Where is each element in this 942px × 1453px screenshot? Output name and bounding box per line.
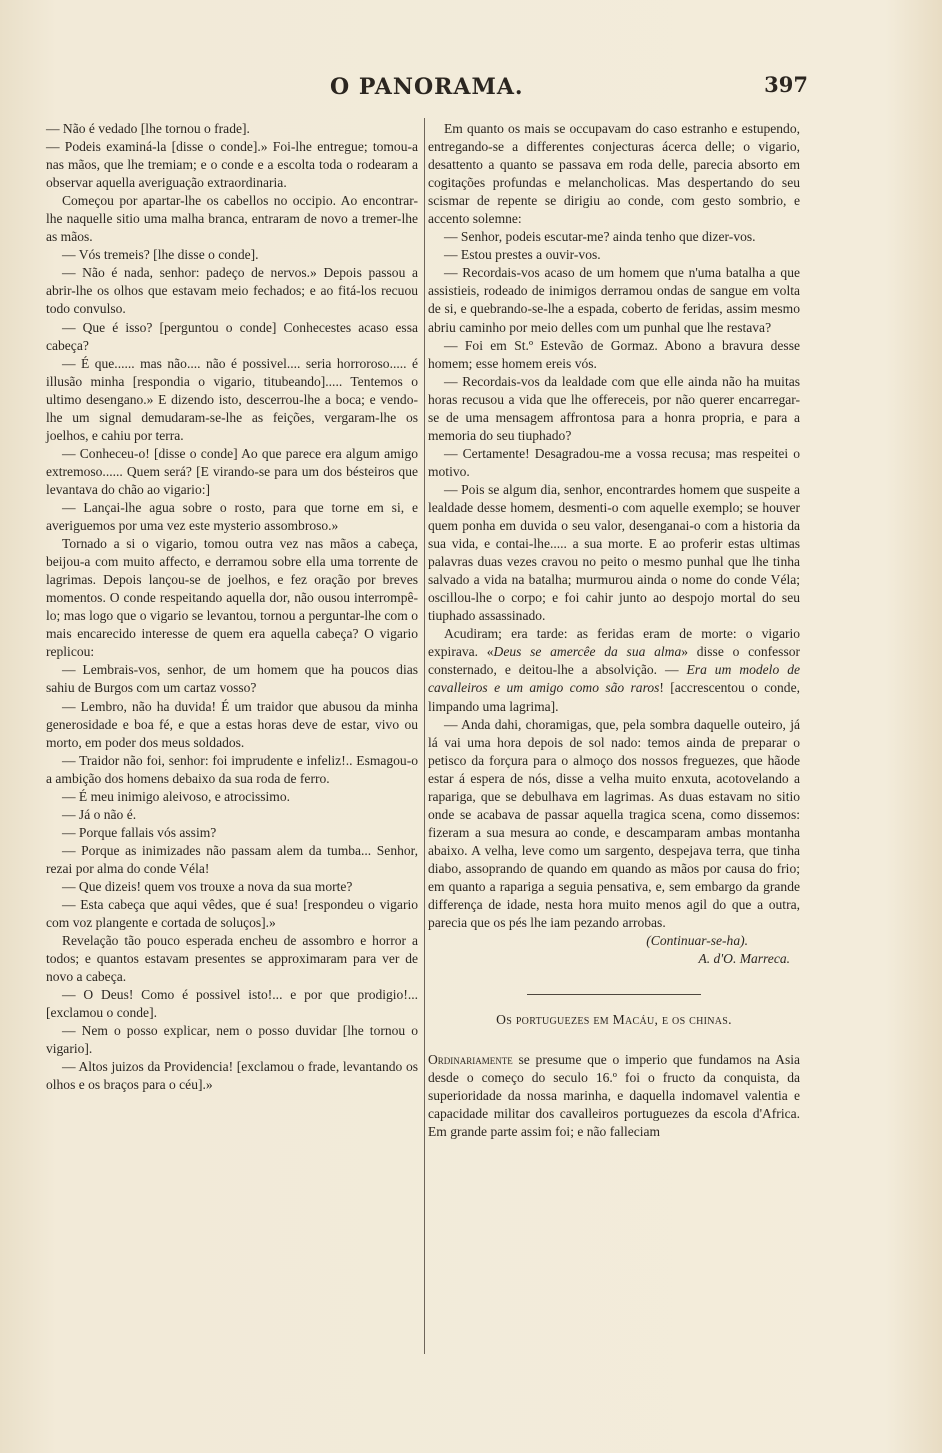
paragraph: — Conheceu-o! [disse o conde] Ao que parece era algum amigo extremoso...... Quem será? [E virando-se para um dos bésteiros que levantava do chão ao vigario:] (46, 445, 418, 497)
right-column (428, 120, 800, 1141)
paragraph: — Senhor, podeis escutar-me? ainda tenho que dizer-vos. (444, 229, 756, 245)
paragraph: — Pois se algum dia, senhor, encontrardes homem que suspeite a lealdade desse homem, desmenti-o com aquelle exemplo; se houver quem ponha em duvida o seu valor, desenganai-o com a historia da sua vida, e contai-lhe..... a sua morte. E ao proferir estas ultimas palavras duas vezes cravou no peito o mesmo punhal que lhe tinha salvado a vida na batalha; murmurou ainda o nome do conde Véla; oscillou-lhe o corpo; e foi cahir junto ao despojo mortal do seu tiuphado assassinado. (428, 481, 800, 624)
paragraph: — Altos juizos da Providencia! [exclamou o frade, levantando os olhos e os braços para o céu].» (46, 1059, 418, 1093)
paragraph: — Que dizeis! quem vos trouxe a nova da sua morte? (62, 878, 353, 894)
paragraph: — Que é isso? [perguntou o conde] Conhecestes acaso essa cabeça? (46, 319, 418, 353)
section-separator (527, 994, 701, 995)
paragraph: — Nem o posso explicar, nem o posso duvidar [lhe tornou o vigario]. (46, 1023, 418, 1057)
text-span: ! [accrescentou o conde, limpando uma lagrima]. (428, 680, 800, 714)
paragraph: — Não é nada, senhor: padeço de nervos.» Depois passou a abrir-lhe os olhos que estavam meio fechados; e ao fitá-los recuou todo convulso. (46, 265, 418, 317)
left-column (46, 120, 418, 1095)
section-title: Os portuguezes em Macáu, e os chinas. (496, 1012, 732, 1028)
paragraph: Começou por apartar-lhe os cabellos no occipio. Ao encontrar-lhe naquelle sitio uma malha branca, entraram de novo a tremer-lhe as mãos. (46, 193, 418, 245)
paragraph: — Certamente! Desagradou-me a vossa recusa; mas respeitei o motivo. (428, 445, 800, 479)
paragraph: — Lembro, não ha duvida! É um traidor que abusou da minha generosidade e boa fé, e que a estas horas deve de estar, vivo ou morto, em poder dos meus soldados. (46, 698, 418, 750)
text-span: Acudiram; era tarde: as feridas eram de morte: o vigario expirava. « (428, 626, 800, 660)
paragraph: — Foi em St.º Estevão de Gormaz. Abono a bravura desse homem; esse homem ereis vós. (428, 337, 800, 371)
paragraph: — Esta cabeça que aqui vêdes, que é sua! [respondeu o vigario com voz plangente e cortada de soluços].» (46, 897, 418, 931)
page-number: 397 (764, 72, 808, 97)
italic-quote: Deus se amercêe da sua alma (493, 644, 682, 660)
paragraph: — Lembrais-vos, senhor, de um homem que ha poucos dias sahiu de Burgos com um cartaz vosso? (46, 662, 418, 696)
paragraph: — Anda dahi, choramigas, que, pela sombra daquelle outeiro, já lá vai uma hora depois de sol nado: temos ainda de preparar o petisco da forçura para o almoço dos nossos freguezes, que hãode estar á espera de nós, disse a velha muito enxuta, acotovelando a rapariga, que se debulhava em lagrimas. As duas estavam no sitio onde se acabava de passar aquella tragica scena, como dissemos: fizeram a sua mesura ao conde, e descamparam ambas montanha abaixo. A velha, leve como um sargento, despejava terra, que tinha diabo, assoprando de quando em quando as mãos por causa do frio; em quanto a rapariga a seguia pensativa, e, sem embargo da grande differença de idade, nesta hora muito menos agil do que a outra, parecia que os pés lhe iam pezando arrobas. (428, 716, 800, 931)
italic-quote: Era um modelo de cavalleiros e um amigo como são raros (428, 662, 800, 696)
paragraph: — É que...... mas não.... não é possivel.... seria horroroso..... é illusão minha [respondia o vigario, titubeando]..... Tentemos o ultimo desengano.» E dizendo isto, descerrou-lhe a boca; e vendo-lhe um signal demudaram-se-lhe as feições, vergaram-lhe os joelhos, e cahiu por terra. (46, 355, 418, 443)
paragraph: — O Deus! Como é possivel isto!... e por que prodigio!... [exclamou o conde]. (46, 987, 418, 1021)
page-header (40, 70, 808, 106)
author-signature: A. d'O. Marreca. (698, 951, 790, 967)
text-span: se presume que o imperio que fundamos na Asia desde o começo do seculo 16.º foi o fructo da conquista, da superioridade da nossa marinha, e daquella indomavel valentia e capacidade militar dos cavalleiros portuguezes da escola d'Africa. Em grande parte assim foi; e não falleciam (428, 1052, 800, 1140)
lead-word: Ordinariamente (428, 1052, 513, 1068)
paragraph: — Lançai-lhe agua sobre o rosto, para que torne em si, e averiguemos por uma vez este mysterio assombroso.» (46, 499, 418, 534)
paragraph: — Não é vedado [lhe tornou o frade]. (46, 121, 250, 136)
paragraph: Tornado a si o vigario, tomou outra vez nas mãos a cabeça, beijou-a com muito affecto, e derramou sobre ella uma torrente de lagrimas. Depois lançou-se de joelhos, e fez oração por breves momentos. O conde respeitando aquella dor, não ousou interrompê-lo; mas logo que o vigario se levantou, tornou a perguntar-lhe com o mais encarecido interesse de quem era aquella cabeça? O vigario replicou: (46, 536, 418, 660)
column-divider (424, 118, 425, 1354)
paragraph: — Recordais-vos da lealdade com que elle ainda não ha muitas horas recusou a vida que lhe offereceis, por não querer encarregar-se de uma mensagem affrontosa para a honra propria, e para a memoria do seu tiuphado? (428, 373, 800, 443)
paragraph: — Porque as inimizades não passam alem da tumba... Senhor, rezai por alma do conde Véla! (46, 842, 418, 876)
paragraph: — Porque fallais vós assim? (62, 824, 217, 840)
paragraph: Em quanto os mais se occupavam do caso estranho e estupendo, entregando-se a differentes conjecturas ácerca delle; o vigario, desattento a quanto se passava em roda delle, parecia absorto em cogitações profundas e melancholicas. Mas despertando do seu scismar de repente se dirigiu ao conde, com gesto sombrio, e accento solemne: (428, 121, 800, 227)
paragraph: Revelação tão pouco esperada encheu de assombro e horror a todos; e quantos estavam presentes se approximaram para ver de novo a cabeça. (46, 933, 418, 985)
paragraph: — É meu inimigo aleivoso, e atrocissimo. (62, 788, 291, 804)
paragraph: — Traidor não foi, senhor: foi imprudente e infeliz!.. Esmagou-o a ambição dos homens debaixo da sua roda de ferro. (46, 752, 418, 786)
paragraph: — Podeis examiná-la [disse o conde].» Foi-lhe entregue; tomou-a nas mãos, que lhe tremiam; e o conde e a escolta toda o rodearam a observar aquella averiguação extraordinaria. (46, 139, 418, 191)
text-span: » disse o confessor consternado, e deitou-lhe a absolvição. — (428, 644, 800, 678)
paragraph: — Vós tremeis? [lhe disse o conde]. (62, 247, 259, 263)
paragraph: — Estou prestes a ouvir-vos. (444, 247, 601, 263)
journal-title: O PANORAMA. (330, 74, 524, 100)
paragraph (428, 625, 800, 715)
continuation-note: (Continuar-se-ha). (646, 933, 748, 949)
paragraph: — Recordais-vos acaso de um homem que n'uma batalha a que assistieis, rodeado de inimigos derramou ondas de sangue em volta de si, e quebrando-se-lhe a espada, coberto de feridas, assim mesmo abriu caminho por meio delles com um punhal que lhe restava? (428, 265, 800, 335)
paragraph: — Já o não é. (62, 806, 137, 822)
paragraph (428, 1051, 800, 1141)
